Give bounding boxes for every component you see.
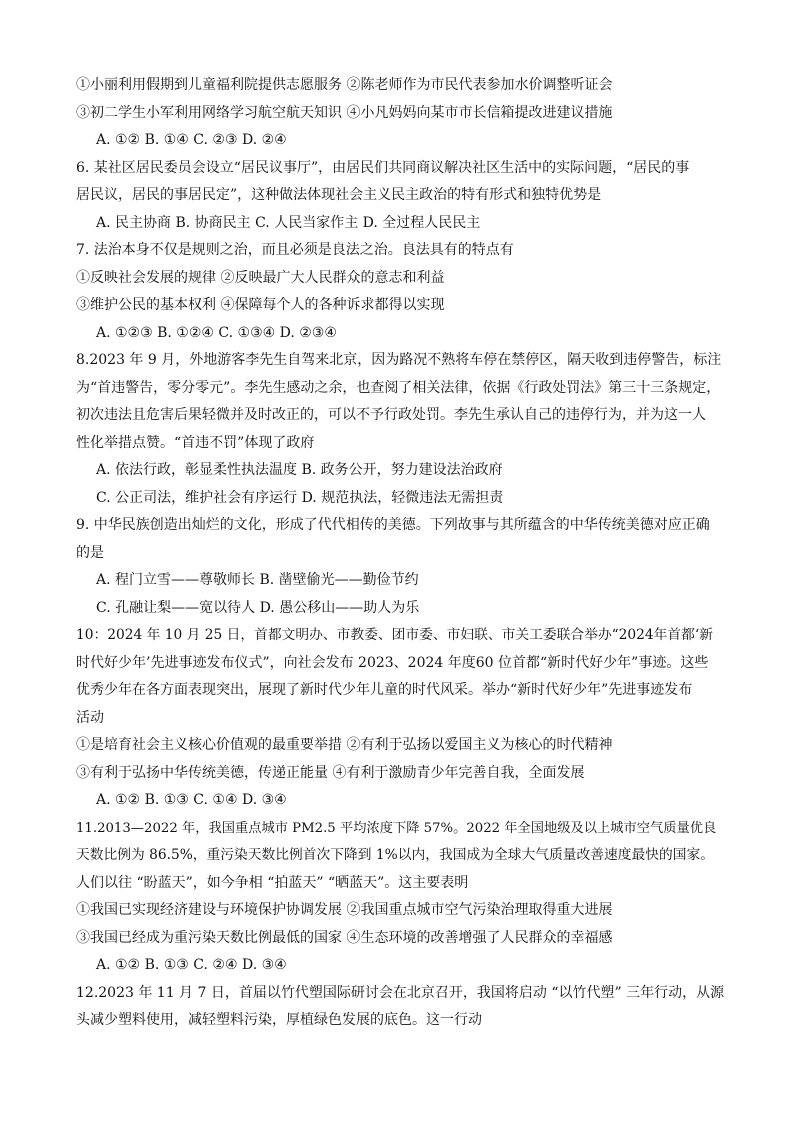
- q8-options-ab: A. 依法行政，彰显柔性执法温度 B. 政务公开，努力建设法治政府: [96, 462, 503, 478]
- q12-stem-line-1: 12.2023 年 11 月 7 日，首届以竹代塑国际研讨会在北京召开，我国将启动 “以竹代塑” 三年行动，从源: [76, 984, 725, 1001]
- q10-statement-1-2: ①是培育社会主义核心价值观的最重要举措 ②有利于弘扬以爱国主义为核心的时代精神: [76, 737, 613, 753]
- q10-stem-line-1: 10：2024 年 10 月 25 日，首都文明办、市教委、团市委、市妇联、市关工委联合举办“2024年首都‘新: [76, 627, 713, 643]
- q9-stem-line-1: 9. 中华民族创造出灿烂的文化，形成了代代相传的美德。下列故事与其所蕴含的中华传统美德对应正确: [76, 517, 710, 533]
- q8-stem-line-4: 性化举措点赞。“首违不罚”体现了政府: [76, 434, 315, 451]
- question-content: [76, 72, 724, 1035]
- q9-stem-line-2: 的是: [76, 544, 104, 561]
- q6-options: A. 民主协商 B. 协商民主 C. 人民当家作主 D. 全过程人民民主: [96, 214, 481, 231]
- q8-stem-line-2: 为“首违警告，零分零元”。李先生感动之余，也查阅了相关法律，依据《行政处罚法》第三十三条规定，: [76, 379, 721, 396]
- q10-stem-line-2: 时代好少年’先进事迹发布仪式”，向社会发布 2023、2024 年度60 位首都“新时代好少年”事迹。这些: [76, 654, 709, 671]
- q6-stem-line-1: 6. 某社区居民委员会设立“居民议事厅”，由居民们共同商议解决社区生活中的实际问题，“居民的事: [76, 159, 690, 176]
- q11-stem-line-2: 天数比例为 86.5%，重污染天数比例首次下降到 1%以内，我国成为全球大气质量改善速度最快的国家。: [76, 847, 714, 863]
- q10-options: A. ①② B. ①③ C. ①④ D. ③④: [96, 792, 287, 808]
- q11-options: A. ①② B. ①③ C. ②④ D. ③④: [96, 957, 287, 973]
- q9-options-ab: A. 程门立雪——尊敬师长 B. 凿壁偷光——勤俭节约: [96, 572, 419, 588]
- q8-stem-line-1: 8.2023 年 9 月，外地游客李先生自驾来北京，因为路况不熟将车停在禁停区，隔天收到违停警告，标注: [76, 352, 722, 368]
- q6-stem-line-2: 居民议，居民的事居民定”，这种做法体现社会主义民主政治的特有形式和独特优势是: [76, 187, 602, 203]
- q11-statement-1-2: ①我国已实现经济建设与环境保护协调发展 ②我国重点城市空气污染治理取得重大进展: [76, 902, 613, 918]
- q11-statement-3-4: ③我国已经成为重污染天数比例最低的国家 ④生态环境的改善增强了人民群众的幸福感: [76, 929, 613, 946]
- q10-stem-line-4: 活动: [76, 709, 104, 726]
- q10-statement-3-4: ③有利于弘扬中华传统美德，传递正能量 ④有利于激励青少年完善自我，全面发展: [76, 764, 585, 781]
- q7-stem: 7. 法治本身不仅是规则之治，而且必须是良法之治。良法具有的特点有: [76, 242, 514, 258]
- q7-options: A. ①②③ B. ①②④ C. ①③④ D. ②③④: [96, 324, 337, 341]
- q8-options-cd: C. 公正司法，维护社会有序运行 D. 规范执法，轻微违法无需担责: [96, 489, 504, 506]
- q8-stem-line-3: 初次违法且危害后果轻微并及时改正的，可以不予行政处罚。李先生承认自己的违停行为，并为这一人: [76, 407, 706, 423]
- q5-statement-1-2: ①小丽利用假期到儿童福利院提供志愿服务 ②陈老师作为市民代表参加水价调整听证会: [76, 77, 613, 93]
- q5-options: A. ①② B. ①④ C. ②③ D. ②④: [96, 132, 287, 148]
- q7-statement-1-2: ①反映社会发展的规律 ②反映最广大人民群众的意志和利益: [76, 269, 445, 286]
- q12-stem-line-2: 头减少塑料使用，减轻塑料污染，厚植绿色发展的底色。这一行动: [76, 1012, 482, 1028]
- q5-statement-3-4: ③初二学生小军利用网络学习航空航天知识 ④小凡妈妈向某市市长信箱提改进建议措施: [76, 104, 613, 121]
- q11-stem-line-1: 11.2013—2022 年，我国重点城市 PM2.5 平均浓度下降 57%。2022 年全国地级及以上城市空气质量优良: [76, 820, 717, 836]
- q11-stem-line-3: 人们以往 “盼蓝天”，如今争相 “拍蓝天” “晒蓝天”。这主要表明: [76, 874, 469, 891]
- q7-statement-3-4: ③维护公民的基本权利 ④保障每个人的各种诉求都得以实现: [76, 297, 445, 313]
- q9-options-cd: C. 孔融让梨——宽以待人 D. 愚公移山——助人为乐: [96, 599, 420, 616]
- q10-stem-line-3: 优秀少年在各方面表现突出，展现了新时代少年儿童的时代风采。举办“新时代好少年”先进事迹发布: [76, 682, 693, 698]
